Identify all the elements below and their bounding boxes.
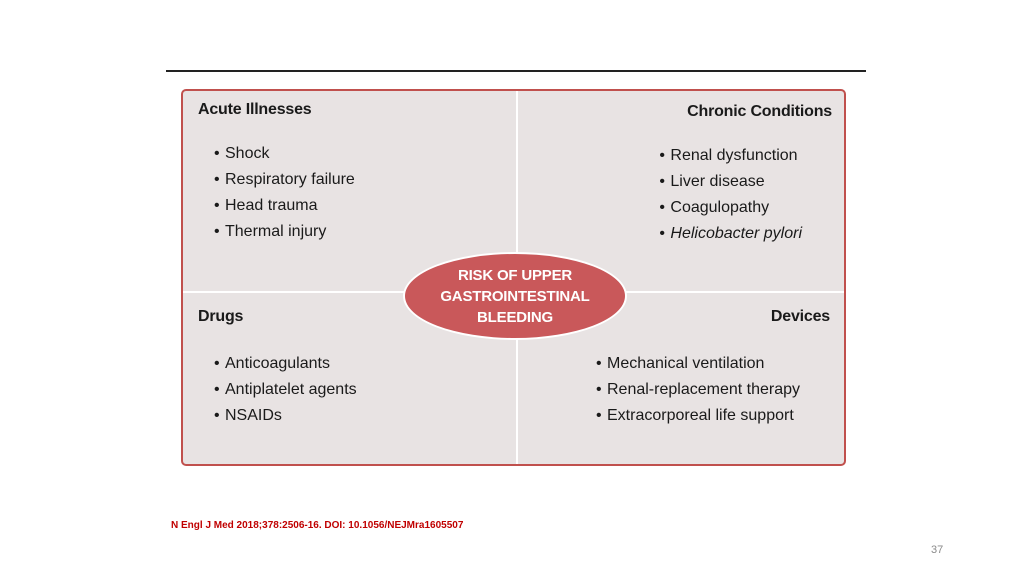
figure-top-rule [166,70,866,72]
list-item-text: Renal-replacement therapy [607,381,800,398]
acute-illnesses-list [214,141,355,245]
bullet-icon: • [596,407,602,424]
list-item [596,377,800,403]
bullet-icon: • [214,355,220,372]
list-item [659,221,802,247]
citation: N Engl J Med 2018;378:2506-16. DOI: 10.1056/NEJMra1605507 [171,520,464,531]
devices-list [596,351,800,429]
quadrant-chronic-conditions [659,103,832,242]
bullet-icon: • [214,197,220,214]
list-item [214,167,355,193]
list-item-text: Thermal injury [225,223,327,240]
center-risk-oval [403,252,627,340]
bullet-icon: • [659,147,665,164]
list-item [596,403,800,429]
quadrant-title-chronic-conditions: Chronic Conditions [687,103,832,120]
list-item-text: Coagulopathy [670,199,770,216]
center-risk-label: RISK OF UPPER GASTROINTESTINAL BLEEDING [440,266,590,326]
drugs-list [214,351,357,429]
list-item [214,219,355,245]
list-item-text: Anticoagulants [225,355,330,372]
slide-number: 37 [931,544,944,556]
list-item-text: Respiratory failure [225,171,355,188]
quadrant-acute-illnesses [198,101,355,240]
bullet-icon: • [596,381,602,398]
quadrant-title-drugs: Drugs [198,308,244,325]
bullet-icon: • [214,223,220,240]
bullet-icon: • [659,173,665,190]
list-item-text: Antiplatelet agents [225,381,357,398]
list-item-text: Mechanical ventilation [607,355,765,372]
bullet-icon: • [214,171,220,188]
quadrant-devices [596,308,830,424]
quadrant-title-devices: Devices [770,308,830,325]
quadrant-drugs [198,308,357,424]
list-item-text: Liver disease [670,173,765,190]
list-item-text: Helicobacter pylori [670,225,802,242]
bullet-icon: • [659,199,665,216]
list-item-text: Renal dysfunction [670,147,798,164]
list-item-text: Shock [225,145,270,162]
list-item [214,377,357,403]
list-item [214,193,355,219]
bullet-icon: • [596,355,602,372]
bullet-icon: • [659,225,665,242]
bullet-icon: • [214,381,220,398]
list-item [659,169,802,195]
list-item-text: Head trauma [225,197,318,214]
list-item-text: NSAIDs [225,407,282,424]
list-item [659,195,802,221]
list-item [214,351,357,377]
quadrant-title-acute-illnesses: Acute Illnesses [198,101,312,118]
list-item [659,143,802,169]
bullet-icon: • [214,407,220,424]
chronic-conditions-list [659,143,802,247]
list-item [214,141,355,167]
bullet-icon: • [214,145,220,162]
list-item [214,403,357,429]
list-item-text: Extracorporeal life support [607,407,794,424]
list-item [596,351,800,377]
